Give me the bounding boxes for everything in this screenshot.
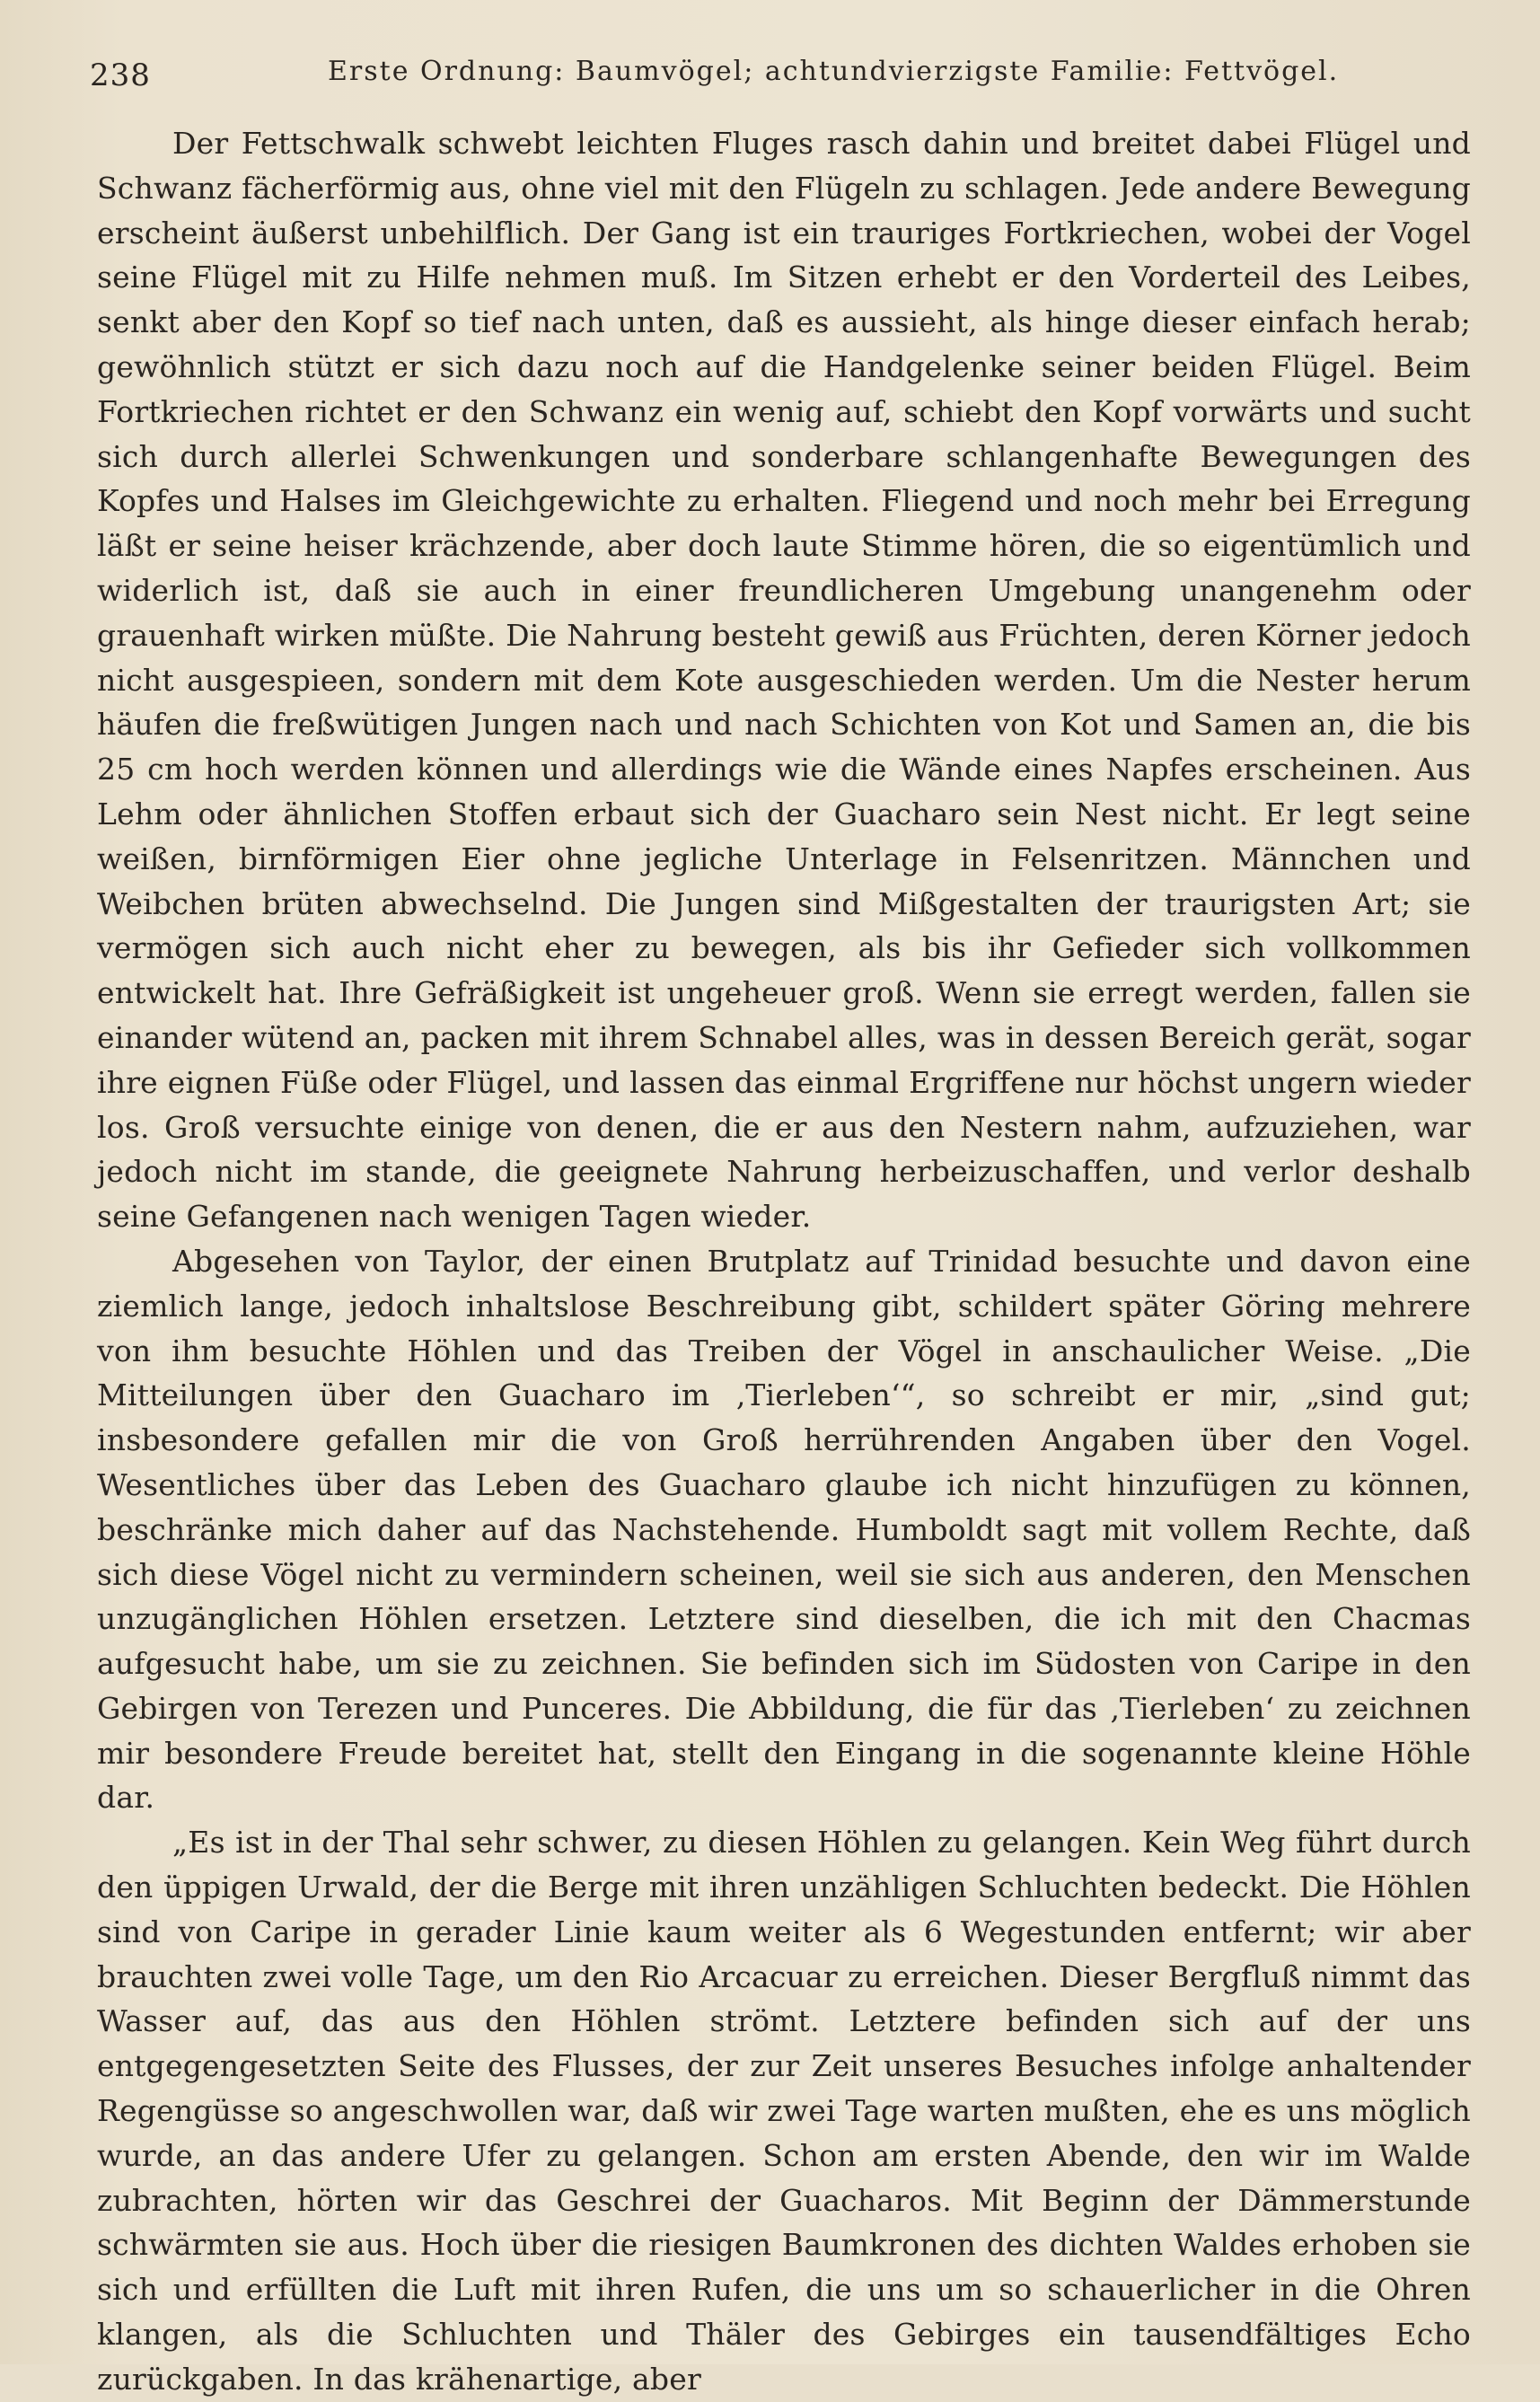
paragraph-1: Der Fettschwalk schwebt leichten Fluges rasch dahin und breitet dabei Flügel und Schwanz fächerförmig aus, ohne viel mit den Flügeln zu schlagen. Jede andere Bewegung erscheint äußerst unbehilflich. Der Gang ist ein trauriges Fortkriechen, wobei der Vogel seine Flügel mit zu Hilfe nehmen muß. Im Sitzen erhebt er den Vorderteil des Leibes, senkt aber den Kopf so tief nach unten, daß es aussieht, als hinge dieser einfach herab; gewöhnlich stützt er sich dazu noch auf die Handgelenke seiner beiden Flügel. Beim Fortkriechen richtet er den Schwanz ein wenig auf, schiebt den Kopf vorwärts und sucht sich durch allerlei Schwenkungen und sonderbare schlangenhafte Bewegungen des Kopfes und Halses im Gleichgewichte zu erhalten. Fliegend und noch mehr bei Erregung läßt er seine heiser krächzende, aber doch laute Stimme hören, die so eigentümlich und widerlich ist, daß sie auch in einer freundlicheren Umgebung unangenehm oder grauenhaft wirken müßte. Die Nahrung besteht gewiß aus Früchten, deren Körner jedoch nicht ausgespieen, sondern mit dem Kote ausgeschieden werden. Um die Nester herum häufen die freßwütigen Jungen nach und nach Schichten von Kot und Samen an, die bis 25 cm hoch werden können und allerdings wie die Wände eines Napfes erscheinen. Aus Lehm oder ähnlichen Stoffen erbaut sich der Guacharo sein Nest nicht. Er legt seine weißen, birnförmigen Eier ohne jegliche Unterlage in Felsenritzen. Männchen und Weibchen brüten abwechselnd. Die Jungen sind Mißgestalten der traurigsten Art; sie vermögen sich auch nicht eher zu bewegen, als bis ihr Gefieder sich vollkommen entwickelt hat. Ihre Gefräßigkeit ist ungeheuer groß. Wenn sie erregt werden, fallen sie einander wütend an, packen mit ihrem Schnabel alles, was in dessen Bereich gerät, sogar ihre eignen Füße oder Flügel, und lassen das einmal Ergriffene nur höchst ungern wieder los. Groß versuchte einige von denen, die er aus den Nestern nahm, aufzuziehen, war jedoch nicht im stande, die geeignete Nahrung herbeizuschaffen, und verlor deshalb seine Gefangenen nach wenigen Tagen wieder. bbox=[97, 126, 1471, 1235]
page-header bbox=[90, 50, 1473, 104]
running-head: Erste Ordnung: Baumvögel; achtundvierzigste Familie: Fettvögel. bbox=[328, 56, 1340, 87]
body-text bbox=[97, 121, 1471, 2402]
page-number: 238 bbox=[90, 57, 151, 93]
paragraph-2: Abgesehen von Taylor, der einen Brutplatz auf Trinidad besuchte und davon eine ziemlich lange, jedoch inhaltslose Beschreibung gibt, schildert später Göring mehrere von ihm besuchte Höhlen und das Treiben der Vögel in anschaulicher Weise. „Die Mitteilungen über den Guacharo im ‚Tierleben‘“, so schreibt er mir, „sind gut; insbesondere gefallen mir die von Groß herrührenden Angaben über den Vogel. Wesentliches über das Leben des Guacharo glaube ich nicht hinzufügen zu können, beschränke mich daher auf das Nachstehende. Humboldt sagt mit vollem Rechte, daß sich diese Vögel nicht zu vermindern scheinen, weil sie sich aus anderen, den Menschen unzugänglichen Höhlen ersetzen. Letztere sind dieselben, die ich mit den Chacmas aufgesucht habe, um sie zu zeichnen. Sie befinden sich im Südosten von Caripe in den Gebirgen von Terezen und Punceres. Die Abbildung, die für das ‚Tierleben‘ zu zeichnen mir besondere Freude bereitet hat, stellt den Eingang in die sogenannte kleine Höhle dar. bbox=[97, 1243, 1471, 1816]
paragraph-3: „Es ist in der Thal sehr schwer, zu diesen Höhlen zu gelangen. Kein Weg führt durch den üppigen Urwald, der die Berge mit ihren unzähligen Schluchten bedeckt. Die Höhlen sind von Caripe in gerader Linie kaum weiter als 6 Wegestunden entfernt; wir aber brauchten zwei volle Tage, um den Rio Arcacuar zu erreichen. Dieser Bergfluß nimmt das Wasser auf, das aus den Höhlen strömt. Letztere befinden sich auf der uns entgegengesetzten Seite des Flusses, der zur Zeit unseres Besuches infolge anhaltender Regengüsse so angeschwollen war, daß wir zwei Tage warten mußten, ehe es uns möglich wurde, an das andere Ufer zu gelangen. Schon am ersten Abende, den wir im Walde zubrachten, hörten wir das Geschrei der Guacharos. Mit Beginn der Dämmerstunde schwärmten sie aus. Hoch über die riesigen Baumkronen des dichten Waldes erhoben sie sich und erfüllten die Luft mit ihren Rufen, die uns um so schauerlicher in die Ohren klangen, als die Schluchten und Thäler des Gebirges ein tausendfältiges Echo zurückgaben. In das krähenartige, aber bbox=[97, 1825, 1471, 2397]
